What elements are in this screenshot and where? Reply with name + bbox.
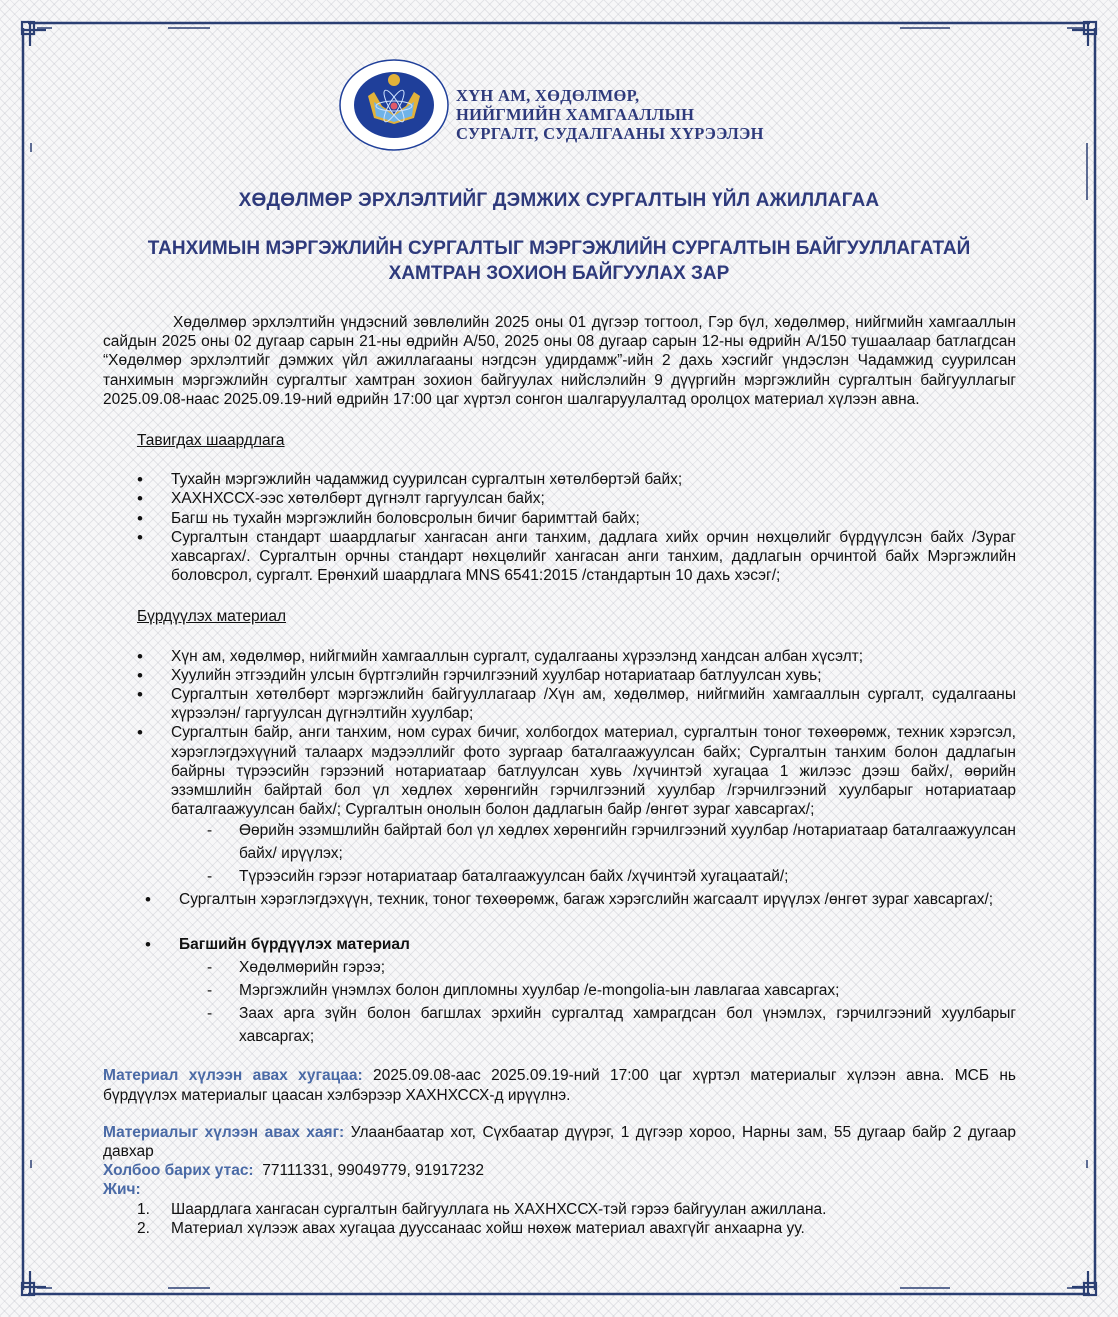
org-name-line: НИЙГМИЙН ХАМГААЛЛЫН: [456, 104, 695, 124]
sub-list-item: - Заах арга зүйн болон багшлах эрхийн сургалтад хамрагдсан бол үнэмлэх, гэрчилгээний хуулбарыг хавсаргах;: [137, 1002, 1016, 1048]
page-title: ХӨДӨЛМӨР ЭРХЛЭЛТИЙГ ДЭМЖИХ СУРГАЛТЫН ҮЙЛ АЖИЛЛАГАА: [238, 190, 880, 211]
phone-label: Холбоо барих утас:: [103, 1162, 254, 1180]
announcement-title: [60, 236, 1058, 286]
deadline-label: Материал хүлээн авах хугацаа:: [103, 1067, 363, 1085]
list-item: • Сургалтын стандарт шаардлагыг хангасан анги танхим, дадлага хийх орчин нөхцөлийг бүрдүүлсэн байх /Зураг хавсаргах/. Сургалтын орчны стандарт нөхцөлийг хангасан анги танхим, дадлагын орчинтой байх Мэргэжлийн боловсрол, сургалт. Ерөнхий шаардлага MNS 6541:2015 /стандартын 10 дахь хэсэг/;: [103, 528, 1016, 586]
sub-list-item: - Түрээсийн гэрээг нотариатаар баталгаажуулсан байх /хүчинтэй хугацаатай/;: [137, 865, 1016, 888]
institute-logo-icon: [338, 58, 450, 152]
header-logo-block: [338, 58, 764, 152]
deadline-info: [103, 1066, 1016, 1104]
list-item: • Хүн ам, хөдөлмөр, нийгмийн хамгааллын сургалт, судалгааны хүрээлэнд хандсан албан хүсэлт;: [103, 647, 1016, 666]
teacher-materials-heading: Багшийн бүрдүүлэх материал: [179, 936, 410, 954]
address-info: [103, 1123, 1016, 1161]
phone-info: [103, 1161, 1016, 1180]
note-text: Материал хүлээж авах хугацаа дууссанаас хойш нөхөж материал авахгүйг анхаарна уу.: [171, 1219, 805, 1237]
intro-paragraph: Хөдөлмөр эрхлэлтийн үндэсний зөвлөлийн 2025 оны 01 дүгээр тогтоол, Гэр бүл, хөдөлмөр, нийгмийн хамгааллын сайдын 2025 оны 02 дугаар сарын 21-ны өдрийн А/50, 2025 оны 08 дугаар сарын 12-ны өдрийн А/150 тушаалаар батлагдсан “Хөдөлмөр эрхлэлтийг дэмжих үйл ажиллагааны нэгдсэн удирдамж”-ийн 2 дахь хэсгийг үндэслэн Чадамжид суурилсан танхимын мэргэжлийн сургалтыг хамтран зохион байгуулах нийслэлийн 9 дүүргийн мэргэжлийн сургалтын байгууллагыг 2025.09.08-наас 2025.09.19-ний өдрийн 17:00 цаг хүртэл сонгон шалгаруулалтад оролцох материал хүлээн авна.: [103, 314, 1016, 408]
materials-heading: Бүрдүүлэх материал: [137, 608, 286, 626]
deadline-text: 2025.09.08-аас 2025.09.19-ний 17:00 цаг хүртэл материалыг хүлээн авна. МСБ нь бүрдүүлэх материалыг цаасан хэлбэрээр ХАХНХССХ-д ирүүлнэ.: [103, 1067, 1016, 1104]
note-text: Шаардлага хангасан сургалтын байгууллага нь ХАХНХССХ-тэй гэрээ байгуулан ажиллана.: [171, 1200, 827, 1218]
address-label: Материалыг хүлээн авах хаяг:: [103, 1123, 345, 1141]
announcement-title-line: ХАМТРАН ЗОХИОН БАЙГУУЛАХ ЗАР: [388, 263, 730, 284]
note-number: 2.: [137, 1219, 150, 1237]
teacher-materials-item: [103, 933, 1016, 1048]
note-label: Жич:: [103, 1181, 141, 1199]
requirements-heading: Тавигдах шаардлага: [137, 432, 285, 450]
list-item-text: Сургалтын байр, анги танхим, ном сурах бичиг, холбогдох материал, сургалтын тоног төхөөрөмж, техник хэрэгсэл, хэрэглэгдэхүүний талаарх мэдээллийг фото зургаар баталгаажуулсан байх; Сургалтын танхим болон дадлагын байрны түрээсийн гэрээний нотариатаар батлуулсан хувь /хүчинтэй хугацаа 1 жилээс дээш байх/, өөрийн эзэмшлийн байртай бол үл хөдлөх хөрөнгийн гэрчилгээний хуулбар /гэрчилгээний хуулбарыг нотариатаар баталгаажуулсан байх/; Сургалтын онолын болон дадлагын байр /өнгөт зураг хавсаргах/;: [171, 724, 1016, 819]
sub-list-item: - Өөрийн эзэмшлийн байртай бол үл хөдлөх хөрөнгийн гэрчилгээний хуулбар /нотариатаар баталгаажуулсан байх/ ирүүлэх;: [137, 819, 1016, 865]
list-item: • Сургалтын хэрэглэгдэхүүн, техник, тоног төхөөрөмж, багаж хэрэгслийн жагсаалт ирүүлэх /өнгөт зураг хавсаргах/;: [103, 888, 1016, 911]
document-body: [103, 313, 1016, 1238]
list-item: • Хуулийн этгээдийн улсын бүртгэлийн гэрчилгээний хуулбар нотариатаар батлуулсан хувь;: [103, 666, 1016, 685]
sub-list-item: - Мэргэжлийн үнэмлэх болон дипломны хуулбар /e-mongolia-ын лавлагаа хавсаргах;: [137, 979, 1016, 1002]
org-name-line: СУРГАЛТ, СУДАЛГААНЫ ХҮРЭЭЛЭН: [456, 123, 764, 143]
note-item: [103, 1200, 1016, 1219]
notes-list: [103, 1200, 1016, 1238]
materials-list: [103, 647, 1016, 1049]
org-name-line: ХҮН АМ, ХӨДӨЛМӨР,: [456, 85, 640, 105]
list-item: • Багш нь тухайн мэргэжлийн боловсролын бичиг баримттай байх;: [103, 509, 1016, 528]
list-item: • ХАХНХССХ-ээс хөтөлбөрт дүгнэлт гаргуулсан байх;: [103, 489, 1016, 508]
list-item: • Сургалтын хөтөлбөрт мэргэжлийн байгууллагаар /Хүн ам, хөдөлмөр, нийгмийн хамгааллын сургалт, судалгааны хүрээлэн/ гаргуулсан дүгнэлтийн хуулбар;: [103, 685, 1016, 723]
organization-name: [456, 86, 764, 143]
teacher-materials-sublist: [171, 956, 1016, 1048]
announcement-title-line: ТАНХИМЫН МЭРГЭЖЛИЙН СУРГАЛТЫГ МЭРГЭЖЛИЙН СУРГАЛТЫН БАЙГУУЛЛАГАТАЙ: [147, 238, 971, 259]
note-number: 1.: [137, 1200, 150, 1218]
premises-sublist: [171, 819, 1016, 888]
requirements-list: [103, 470, 1016, 585]
address-text: Улаанбаатар хот, Сүхбаатар дүүрэг, 1 дүгээр хороо, Нарны зам, 55 дугаар байр 2 дугаар давхар: [103, 1123, 1016, 1161]
sub-list-item: - Хөдөлмөрийн гэрээ;: [137, 956, 1016, 979]
list-item: [103, 723, 1016, 888]
phone-numbers: 77111331, 99049779, 91917232: [253, 1162, 485, 1180]
list-item: • Тухайн мэргэжлийн чадамжид суурилсан сургалтын хөтөлбөртэй байх;: [103, 470, 1016, 489]
note-item: [103, 1219, 1016, 1238]
